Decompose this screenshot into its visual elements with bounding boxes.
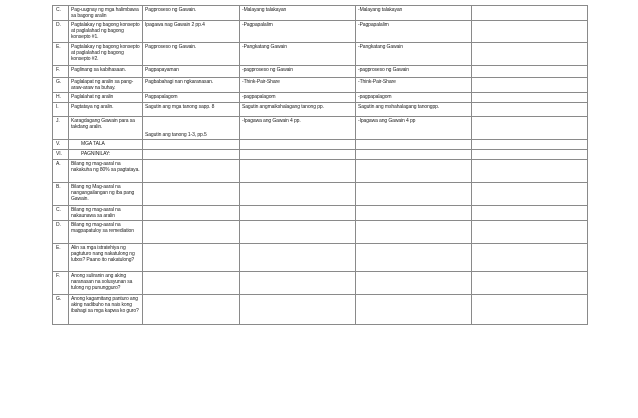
row-title: Anong suliranin ang aking naranasan na solusyunan sa tulong ng punungguro? [69, 272, 143, 295]
table-row [53, 183, 588, 206]
table-row [53, 295, 588, 325]
row-letter: C. [53, 206, 69, 221]
row-cell [356, 183, 472, 206]
table-row [53, 6, 588, 21]
table-row [53, 150, 588, 160]
row-cell [356, 160, 472, 183]
row-letter: B. [53, 183, 69, 206]
row-cell [356, 272, 472, 295]
row-title: Pagtataya ng aralin. [69, 103, 143, 117]
row-cell [472, 66, 588, 78]
row-letter: F. [53, 66, 69, 78]
row-title: Paglalapat ng aralin sa pang-araw-araw na buhay. [69, 78, 143, 93]
lesson-plan-body [53, 6, 588, 325]
row-title: Pagtalakay ng bagong konsepto at paglalahad ng bagong konsepto #2. [69, 43, 143, 66]
row-cell: -Ipagawa ang Gawain 4 pp. [240, 117, 356, 140]
row-cell [472, 206, 588, 221]
table-row [53, 66, 588, 78]
row-cell [472, 160, 588, 183]
row-cell [143, 140, 240, 150]
row-cell [143, 117, 240, 140]
row-cell: Pagproseso ng Gawain. [143, 6, 240, 21]
row-cell [356, 206, 472, 221]
row-cell: Pagpapayaman [143, 66, 240, 78]
row-cell [240, 160, 356, 183]
row-cell [143, 221, 240, 244]
row-cell [143, 183, 240, 206]
row-cell [472, 43, 588, 66]
row-letter: A. [53, 160, 69, 183]
row-cell [472, 272, 588, 295]
table-row [53, 117, 588, 140]
row-cell [143, 160, 240, 183]
row-cell [472, 183, 588, 206]
row-cell: -pagproseso ng Gawain [356, 66, 472, 78]
row-cell: Pagproseso ng Gawain. [143, 43, 240, 66]
table-row [53, 272, 588, 295]
row-cell [472, 78, 588, 93]
row-cell: -pagpapalagom [240, 93, 356, 103]
table-row [53, 221, 588, 244]
row-cell: -Pangkatang Gawain [356, 43, 472, 66]
row-letter: VI. [53, 150, 69, 160]
row-cell [472, 6, 588, 21]
row-cell [356, 150, 472, 160]
row-title: PAGNINILAY: [69, 150, 143, 160]
row-cell: Pagbabahagi nan ngkaranasan. [143, 78, 240, 93]
row-letter: G. [53, 78, 69, 93]
table-row [53, 140, 588, 150]
row-cell [143, 272, 240, 295]
row-title: Bilang ng Mag-aaral na nangangailangan ng iba pang Gawain. [69, 183, 143, 206]
row-cell [356, 140, 472, 150]
row-cell [356, 244, 472, 272]
table-row [53, 206, 588, 221]
row-cell: -Think-Pair-Share [240, 78, 356, 93]
row-cell [240, 244, 356, 272]
row-cell [472, 244, 588, 272]
row-title: Pag-uugnay ng mga halimbawa sa bagong aralin [69, 6, 143, 21]
table-row [53, 103, 588, 117]
row-title: Alin sa mga istratehiya ng pagtuturo nang nakatulong ng lubos? Paano ito nakatulong? [69, 244, 143, 272]
row-cell [472, 117, 588, 140]
row-letter: D. [53, 21, 69, 43]
row-letter: V. [53, 140, 69, 150]
row-cell [472, 150, 588, 160]
row-cell [240, 150, 356, 160]
row-cell: -Malayang talakayan [240, 6, 356, 21]
row-cell: Sagutin ang mga tanong sapp. 8 [143, 103, 240, 117]
row-cell: -Ipagawa ang Gawain 4 pp [356, 117, 472, 140]
row-title: Bilang ng mag-aaral na nakaunawa sa aralin [69, 206, 143, 221]
row-cell: Pagpapalagom [143, 93, 240, 103]
row-letter: G. [53, 295, 69, 325]
row-cell: -Think-Pair-Share [356, 78, 472, 93]
row-cell [143, 295, 240, 325]
table-row [53, 78, 588, 93]
row-cell: -Pangkatang Gawain [240, 43, 356, 66]
row-cell: Ipagawa nag Gawain 2 pp.4 [143, 21, 240, 43]
row-cell [240, 140, 356, 150]
table-row [53, 93, 588, 103]
row-cell [240, 183, 356, 206]
row-letter: J. [53, 117, 69, 140]
row-letter: E. [53, 43, 69, 66]
row-cell: -Pagpapalalim [240, 21, 356, 43]
row-title: Bilang ng mag-aaral na nakakuha ng 80% sa pagtataya. [69, 160, 143, 183]
row-letter: I. [53, 103, 69, 117]
row-cell [240, 272, 356, 295]
row-title: Paglinang sa kabihasaan. [69, 66, 143, 78]
row-cell [240, 295, 356, 325]
row-cell: -pagpapalagom [356, 93, 472, 103]
row-letter: F. [53, 272, 69, 295]
table-row [53, 21, 588, 43]
table-row [53, 160, 588, 183]
row-cell [472, 93, 588, 103]
row-letter: C. [53, 6, 69, 21]
row-cell [356, 221, 472, 244]
row-cell: -Malayang talakayan [356, 6, 472, 21]
row-cell: Sagutin angmaikshalagang tanong pp. [240, 103, 356, 117]
row-cell [472, 140, 588, 150]
row-title: Pagtalakay ng bagong konsepto at paglalahad ng bagong konsepto #1. [69, 21, 143, 43]
row-cell [472, 103, 588, 117]
row-letter: E. [53, 244, 69, 272]
row-cell [472, 295, 588, 325]
row-cell [143, 150, 240, 160]
row-cell: Sagutin ang mshahalagang tanongpp. [356, 103, 472, 117]
row-cell [143, 206, 240, 221]
row-title: Bilang ng mag-aaral na magpapatuloy sa remediation [69, 221, 143, 244]
row-cell [472, 21, 588, 43]
row-cell: -pagproseso ng Gawain [240, 66, 356, 78]
row-letter: D. [53, 221, 69, 244]
row-cell [472, 221, 588, 244]
row-title: Anong kagamitang panturo ang aking nadibuho na nais kong ibahagi sa mga kapwa ko guro? [69, 295, 143, 325]
row-cell [356, 295, 472, 325]
row-title: Paglalahat ng aralin [69, 93, 143, 103]
row-cell [240, 221, 356, 244]
table-row [53, 244, 588, 272]
row-title: Karagdagang Gawain para sa takdang aralin. [69, 117, 143, 140]
row-letter: H. [53, 93, 69, 103]
lesson-plan-table [52, 5, 588, 325]
row-title: MGA TALA [69, 140, 143, 150]
row-cell [143, 244, 240, 272]
row-cell: -Pagpapalalim [356, 21, 472, 43]
row-cell-text: Sagutin ang tanong 1-3, pp.5 [145, 132, 207, 138]
row-cell [240, 206, 356, 221]
table-row [53, 43, 588, 66]
